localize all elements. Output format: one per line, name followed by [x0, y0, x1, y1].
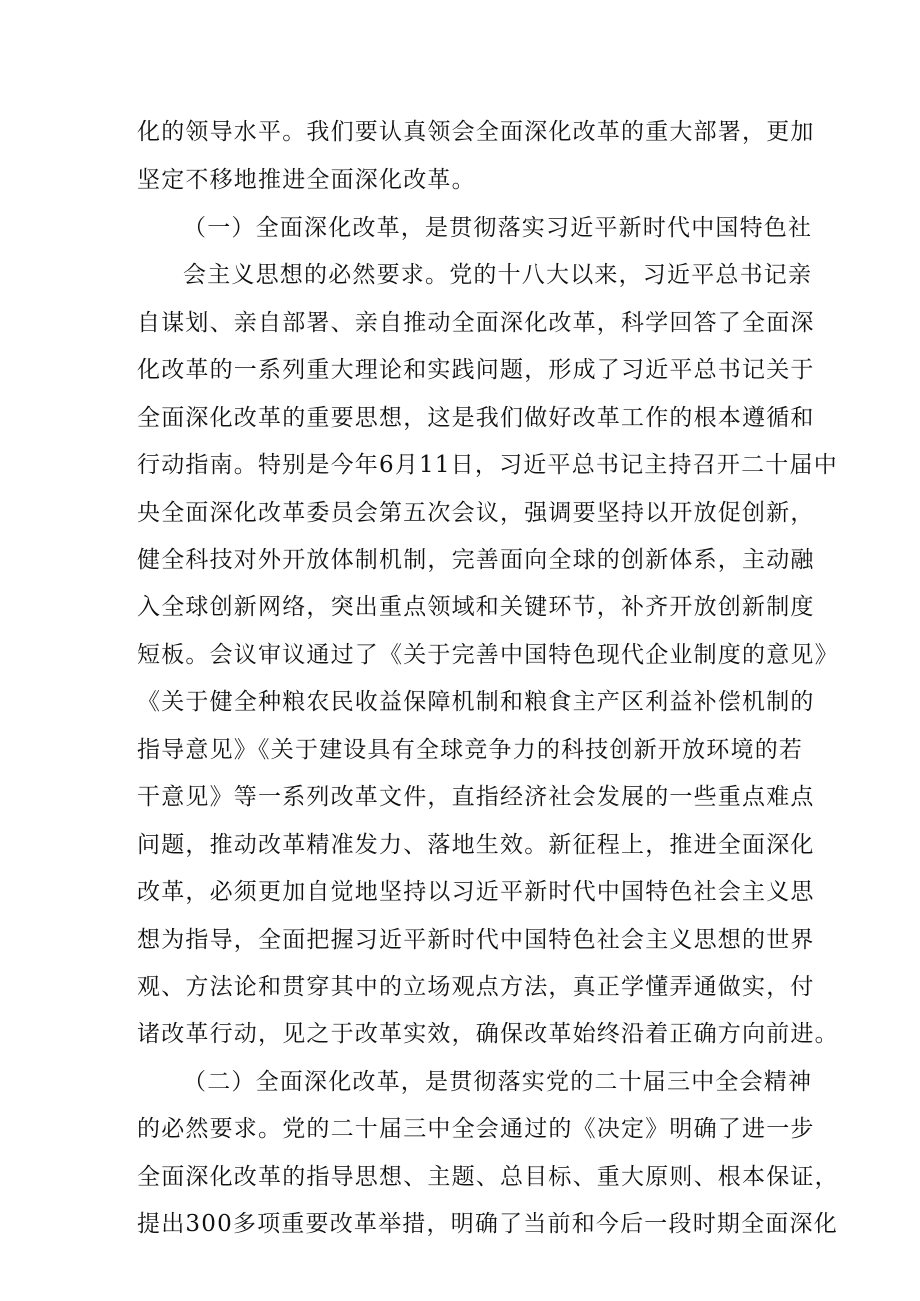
text-line: 自谋划、亲自部署、亲自推动全面深化改革，科学回答了全面深: [137, 310, 815, 336]
section-heading-line: （一）全面深化改革，是贯彻落实习近平新时代中国特色社: [183, 215, 813, 241]
text-line: 央全面深化改革委员会第五次会议，强调要坚持以开放促创新，: [137, 500, 815, 526]
section-heading-line: （二）全面深化改革，是贯彻落实党的二十届三中全会精神: [183, 1069, 813, 1095]
text-line: 入全球创新网络，突出重点领域和关键环节，补齐开放创新制度: [137, 594, 815, 620]
text-line: 指导意见》《关于建设具有全球竞争力的科技创新开放环境的若: [137, 737, 804, 763]
text-line: 改革，必须更加自觉地坚持以习近平新时代中国特色社会主义思: [137, 879, 815, 905]
text-line: 行动指南。特别是今年6月11日，习近平总书记主持召开二十届中: [137, 452, 838, 478]
text-line: 健全科技对外开放体制机制，完善面向全球的创新体系，主动融: [137, 547, 815, 573]
text-line: 化改革的一系列重大理论和实践问题，形成了习近平总书记关于: [137, 357, 815, 383]
text-line: 全面深化改革的重要思想，这是我们做好改革工作的根本遵循和: [137, 405, 815, 431]
text-line: 会主义思想的必然要求。党的十八大以来，习近平总书记亲: [183, 262, 813, 288]
text-line: 坚定不移地推进全面深化改革。: [137, 167, 476, 193]
text-line: 的必然要求。党的二十届三中全会通过的《决定》明确了进一步: [137, 1116, 815, 1142]
text-line: 提出300多项重要改革举措，明确了当前和今后一段时期全面深化: [137, 1211, 838, 1237]
text-line: 全面深化改革的指导思想、主题、总目标、重大原则、根本保证，: [137, 1164, 839, 1190]
text-line: 观、方法论和贯穿其中的立场观点方法，真正学懂弄通做实，付: [137, 974, 815, 1000]
text-line: 想为指导，全面把握习近平新时代中国特色社会主义思想的世界: [137, 927, 815, 953]
text-line: 化的领导水平。我们要认真领会全面深化改革的重大部署，更加: [137, 119, 815, 145]
text-line: 干意见》等一系列改革文件，直指经济社会发展的一些重点难点: [137, 784, 815, 810]
text-line: 短板。会议审议通过了《关于完善中国特色现代企业制度的意见》: [137, 642, 839, 668]
text-line: 《关于健全种粮农民收益保障机制和粮食主产区利益补偿机制的: [137, 689, 815, 715]
text-line: 问题，推动改革精准发力、落地生效。新征程上，推进全面深化: [137, 832, 815, 858]
text-line: 诸改革行动，见之于改革实效，确保改革始终沿着正确方向前进。: [137, 1021, 839, 1047]
